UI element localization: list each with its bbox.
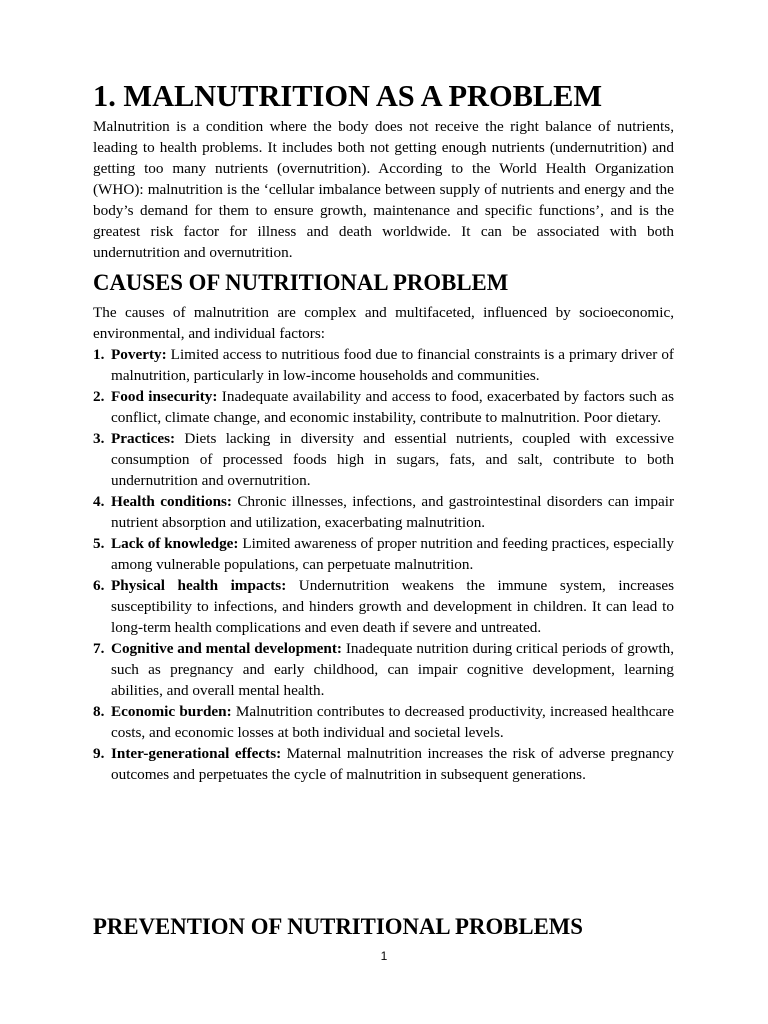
list-item-text: Undernutrition weakens the immune system, increases susceptibility to infections, and hinders growth and development in children. It can lead to long-term health complications and even death if severe and untreated. xyxy=(111,577,674,636)
list-item-number: 6. xyxy=(93,577,105,594)
list-item-number: 2. xyxy=(93,388,105,405)
page-number: 1 xyxy=(380,949,388,963)
list-item xyxy=(93,701,674,743)
list-item-number: 8. xyxy=(93,703,105,720)
list-item-term: Lack of knowledge: xyxy=(111,535,239,552)
list-item xyxy=(93,428,674,491)
list-item xyxy=(93,638,674,701)
list-item-text: Limited access to nutritious food due to financial constraints is a primary driver of malnutrition, particularly in low-income households and communities. xyxy=(111,346,674,384)
list-item-number: 7. xyxy=(93,640,105,657)
list-item-number: 4. xyxy=(93,493,105,510)
list-item xyxy=(93,533,674,575)
list-item-text: Chronic illnesses, infections, and gastrointestinal disorders can impair nutrient absorption and utilization, exacerbating malnutrition. xyxy=(111,493,674,531)
list-item-term: Food insecurity: xyxy=(111,388,218,405)
causes-intro-paragraph: The causes of malnutrition are complex and multifaceted, influenced by socioeconomic, environmental, and individual factors: xyxy=(93,304,674,342)
list-item-term: Practices: xyxy=(111,430,176,447)
list-item-term: Poverty: xyxy=(111,346,167,363)
list-item-text: Diets lacking in diversity and essential nutrients, coupled with excessive consumption of processed foods high in sugars, fats, and salt, contribute to both undernutrition and overnutrition. xyxy=(111,430,674,489)
section-heading-causes: CAUSES OF NUTRITIONAL PROBLEM xyxy=(93,270,509,295)
list-item-term: Health conditions: xyxy=(111,493,232,510)
list-item xyxy=(93,575,674,638)
list-item-term: Inter-generational effects: xyxy=(111,745,282,762)
section-heading-prevention: PREVENTION OF NUTRITIONAL PROBLEMS xyxy=(93,914,583,939)
list-item-term: Cognitive and mental development: xyxy=(111,640,342,657)
malnutrition-paragraph: Malnutrition is a condition where the body does not receive the right balance of nutrients, leading to health problems. It includes both not getting enough nutrients (undernutrition) and getting too many nutrients (overnutrition). According to the World Health Organization (WHO): malnutrition is the ‘cellular imbalance between supply of nutrients and energy and the body’s demand for them to ensure growth, maintenance and specific functions’, and is the greatest risk factor for illness and death worldwide. It can be associated with both undernutrition and overnutrition. xyxy=(93,118,674,261)
list-item-text: Malnutrition contributes to decreased productivity, increased healthcare costs, and economic losses at both individual and societal levels. xyxy=(111,703,674,741)
list-item-number: 5. xyxy=(93,535,105,552)
section-heading-malnutrition: 1. MALNUTRITION AS A PROBLEM xyxy=(93,79,603,113)
list-item-text: Inadequate availability and access to food, exacerbated by factors such as conflict, climate change, and economic instability, contribute to malnutrition. Poor dietary. xyxy=(111,388,674,426)
list-item xyxy=(93,491,674,533)
list-item-term: Physical health impacts: xyxy=(111,577,287,594)
list-item-term: Economic burden: xyxy=(111,703,232,720)
list-item-number: 3. xyxy=(93,430,105,447)
list-item-text: Inadequate nutrition during critical periods of growth, such as pregnancy and early childhood, can impair cognitive development, learning abilities, and overall mental health. xyxy=(111,640,674,699)
list-item-number: 9. xyxy=(93,745,105,762)
list-item xyxy=(93,386,674,428)
list-item-text: Limited awareness of proper nutrition and feeding practices, especially among vulnerable populations, can perpetuate malnutrition. xyxy=(111,535,674,573)
list-item xyxy=(93,344,674,386)
list-item xyxy=(93,743,674,785)
document-page xyxy=(93,79,674,785)
list-item-text: Maternal malnutrition increases the risk of adverse pregnancy outcomes and perpetuates the cycle of malnutrition in subsequent generations. xyxy=(111,745,674,783)
causes-list xyxy=(93,344,674,785)
list-item-number: 1. xyxy=(93,346,105,363)
